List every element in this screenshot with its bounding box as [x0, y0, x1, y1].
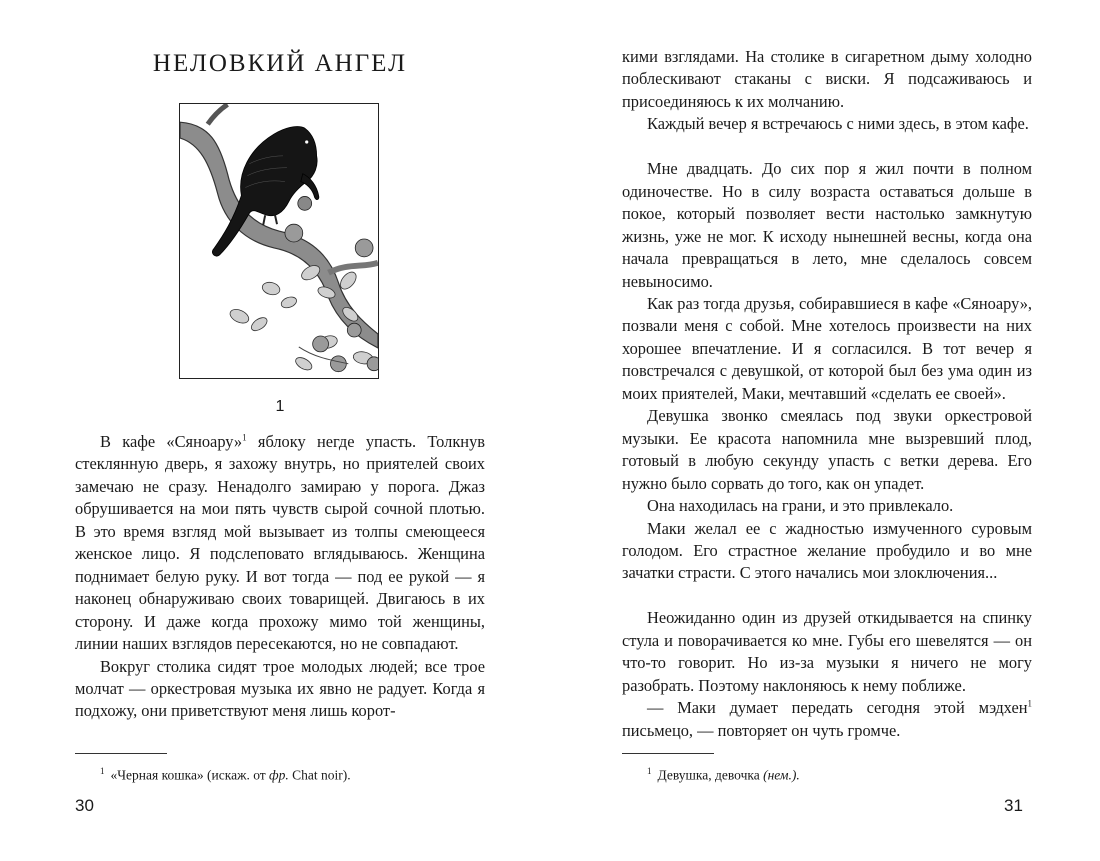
chapter-title: НЕЛОВКИЙ АНГЕЛ	[152, 50, 408, 77]
right-page	[550, 0, 1100, 861]
footnote-ref: 1	[1027, 698, 1032, 709]
paragraph: — Маки думает передать сегодня этой мэдхен$^1$ письмецо, — повторяет он чуть громче.	[622, 698, 1032, 740]
page-number: 31	[1004, 796, 1023, 815]
paragraph: В кафе «Сяноару»$^1$ яблоку негде упасть. Толкнув стеклянную дверь, я захожу внутрь, но приятелей своих замечаю не сразу. Ненадолго замираю у порога. Джаз обрушивается на мои пять чувств сырой сочной плотью. В это время взгляд мой вызывает из толпы смеющееся женское лицо. Я подслеповато вглядываюсь. Женщина поднимает белую руку. И вот тогда — под ее рукой — я наконец обнаруживаю своих товарищей. Двигаюсь в их сторону. И даже когда прохожу мимо той женщины, линии наших взглядов пересекаются, но не совпадают.	[75, 432, 485, 654]
paragraph: Мне двадцать. До сих пор я жил почти в полном одиночестве. Но в силу возраста оставаться дольше в покое, который позволяет вести настолько замкнутую жизнь, уже не мог. К исходу нынешней весны, когда она начала превращаться в лето, мне сделалось совсем невыносимо.	[622, 159, 1032, 291]
left-body-text	[75, 431, 485, 723]
paragraph: Девушка звонко смеялась под звуки оркестровой музыки. Ее красота напомнила мне вызревший плод, готовый в любую секунду упасть с ветки дерева. Его нужно было сорвать до того, как он упадет.	[622, 406, 1032, 493]
footnote-rule	[75, 753, 167, 754]
footnote: $^1$ «Черная кошка» (искаж. от фр. Chat noir).	[100, 766, 351, 783]
fruit-in-beak	[298, 196, 312, 210]
crow-illustration	[179, 103, 379, 379]
paragraph: Вокруг столика сидят трое молодых людей; все трое молчат — оркестровая музыка их явно не радует. Когда я подхожу, они приветствуют меня лишь корот-	[75, 656, 485, 721]
chapter-number: 1	[275, 398, 285, 415]
footnote: $^1$ Девушка, девочка (нем.).	[647, 766, 800, 783]
paragraph: Каждый вечер я встречаюсь с ними здесь, в этом кафе.	[647, 114, 1029, 134]
leaves	[228, 263, 374, 373]
right-body-text	[622, 46, 1032, 742]
paragraph: Как раз тогда друзья, собиравшиеся в кафе «Сяноару», позвали меня с собой. Мне хотелось произвести на них хорошее впечатление. И я согласился. В тот вечер я повстречался с девушкой, от которой был без ума один из моих приятелей, Маки, мечтавший «сделать ее своей».	[622, 293, 1032, 403]
footnote-ref: 1	[242, 432, 247, 443]
paragraph: Она находилась на грани, и это привлекало.	[647, 496, 954, 516]
page-number: 30	[75, 796, 94, 815]
paragraph: кими взглядами. На столике в сигаретном дыму холодно поблескивают стаканы с виски. Я подсаживаюсь и присоединяюсь к их молчанию.	[622, 47, 1032, 111]
paragraph: Маки желал ее с жадностью измученного суровым голодом. Его страстное желание пробудило и во мне зачатки страсти. С этого начались мои злоключения...	[622, 518, 1032, 583]
footnote-rule	[622, 753, 714, 754]
paragraph: Неожиданно один из друзей откидывается на спинку стула и поворачивается ко мне. Губы его шевелятся — он что-то говорит. Но из-за музыки я ничего не могу разобрать. Поэтому наклоняюсь к нему поближе.	[622, 608, 1032, 695]
